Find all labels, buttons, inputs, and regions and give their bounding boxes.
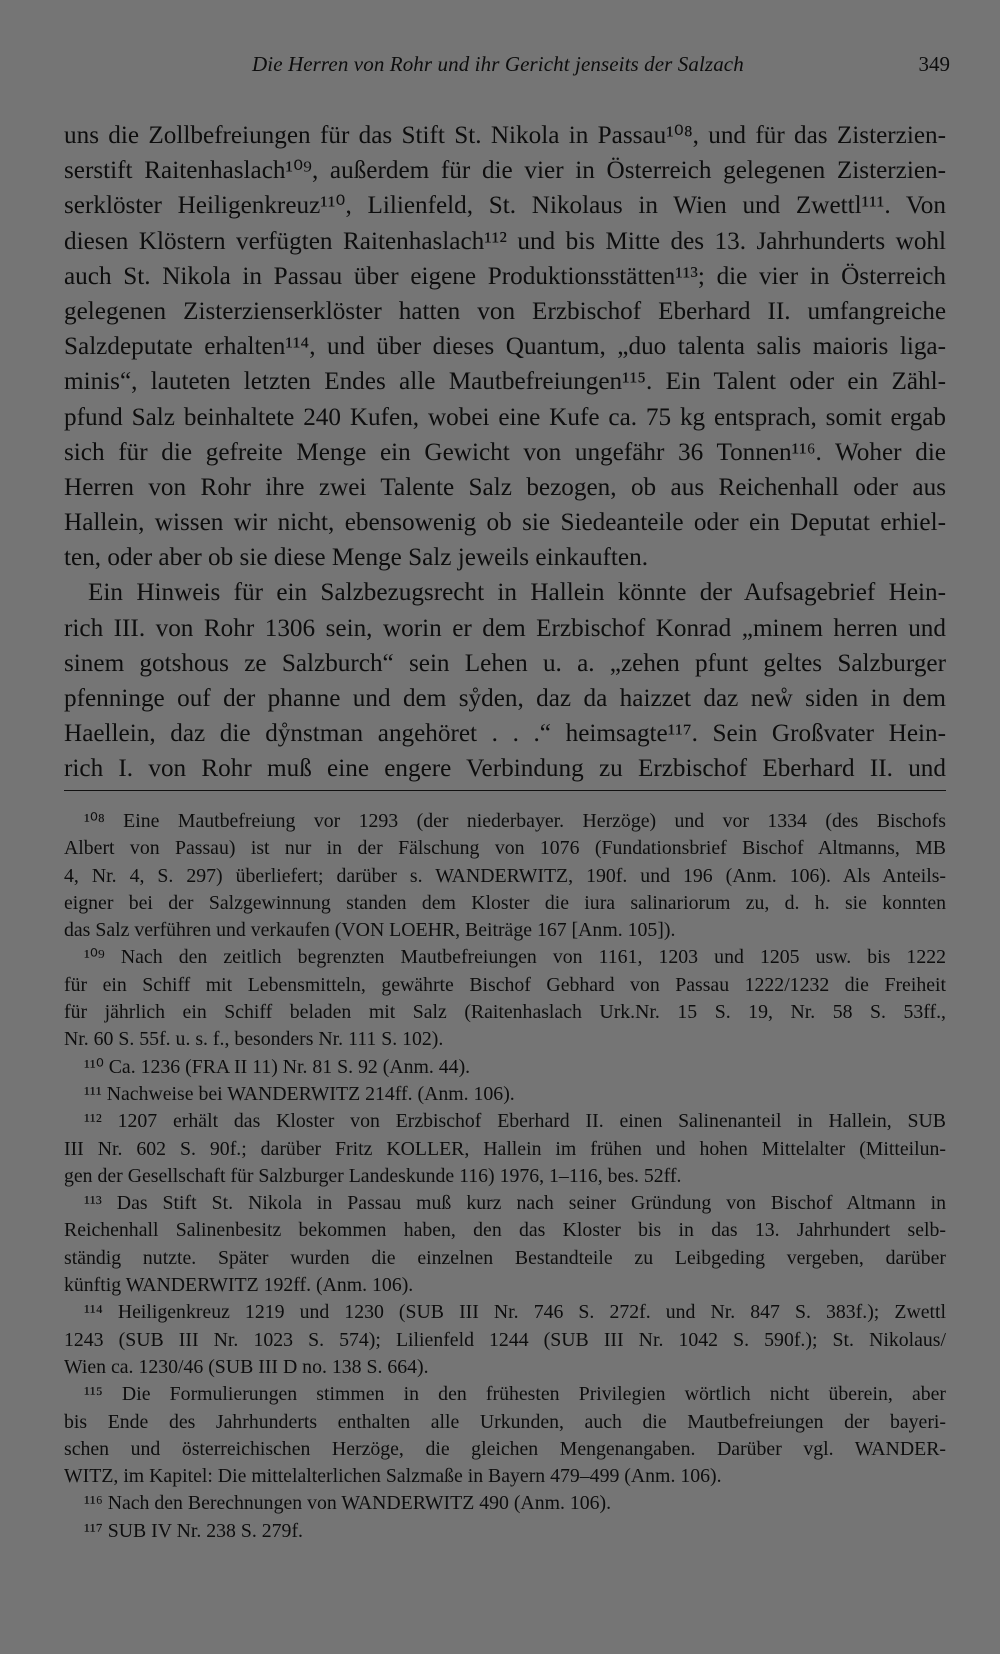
body-line: Salzdeputate erhalten¹¹⁴, und über dieses Quantum, „duo talenta salis maioris liga- — [64, 333, 946, 361]
footnote-line: ¹¹⁷ SUB IV Nr. 238 S. 279f. — [84, 1519, 303, 1542]
body-line: serklöster Heiligenkreuz¹¹⁰, Lilienfeld, St. Nikolaus in Wien und Zwettl¹¹¹. Von — [64, 192, 946, 220]
footnote-divider — [64, 790, 946, 791]
footnote-line: Wien ca. 1230/46 (SUB III D no. 138 S. 664). — [64, 1355, 429, 1378]
running-title: Die Herren von Rohr und ihr Gericht jenseits der Salzach — [252, 52, 744, 76]
page-number: 349 — [918, 52, 950, 76]
footnote-line: Albert von Passau) ist nur in der Fälschung von 1076 (Fundationsbrief Bischof Altmanns, MB — [64, 837, 946, 860]
footnote-line: eigner bei der Salzgewinnung standen dem Kloster die iura salinariorum zu, d. h. sie konnten — [64, 891, 946, 914]
body-line: rich I. von Rohr muß eine engere Verbindung zu Erzbischof Eberhard II. und — [64, 755, 946, 783]
body-line: diesen Klöstern verfügten Raitenhaslach¹¹² und bis Mitte des 13. Jahrhunderts wohl — [64, 227, 946, 255]
footnote-line: bis Ende des Jahrhunderts enthalten alle Urkunden, auch die Mautbefreiungen der bayeri- — [64, 1410, 946, 1433]
footnote-line: Nr. 60 S. 55f. u. s. f., besonders Nr. 111 S. 102). — [64, 1028, 444, 1051]
body-line: Herren von Rohr ihre zwei Talente Salz bezogen, ob aus Reichenhall oder aus — [64, 473, 946, 501]
footnote-line: ¹¹² 1207 erhält das Kloster von Erzbischof Eberhard II. einen Salinenanteil in Hallein, SUB — [84, 1110, 946, 1133]
footnote-line: ¹¹³ Das Stift St. Nikola in Passau muß kurz nach seiner Gründung von Bischof Altmann in — [84, 1192, 946, 1215]
body-line: Haellein, daz die dẙnstman angehöret . . .“ heimsagte¹¹⁷. Sein Großvater Hein- — [64, 720, 946, 748]
body-line: sich für die gefreite Menge ein Gewicht von ungefähr 36 Tonnen¹¹⁶. Woher die — [64, 438, 946, 466]
footnote-line: III Nr. 602 S. 90f.; darüber Fritz KOLLER, Hallein im frühen und hohen Mittelalter (Mitteilun- — [64, 1137, 946, 1160]
footnote-line: ¹¹⁰ Ca. 1236 (FRA II 11) Nr. 81 S. 92 (Anm. 44). — [84, 1055, 471, 1078]
body-line: auch St. Nikola in Passau über eigene Produktionsstätten¹¹³; die vier in Österreich — [64, 262, 946, 290]
footnote-line: künftig WANDERWITZ 192ff. (Anm. 106). — [64, 1274, 414, 1297]
footnote-line: ständig nutzte. Später wurden die einzelnen Bestandteile zu Leibgeding vergeben, darüber — [64, 1246, 946, 1269]
footnote-line: schen und österreichischen Herzöge, die gleichen Mengenangaben. Darüber vgl. WANDER- — [64, 1437, 946, 1460]
footnote-line: ¹⁰⁸ Eine Mautbefreiung vor 1293 (der niederbayer. Herzöge) und vor 1334 (des Bischofs — [84, 810, 946, 832]
body-line: rich III. von Rohr 1306 sein, worin er dem Erzbischof Konrad „minem herren und — [64, 614, 946, 642]
body-line: pfenninge ouf der phanne und dem sẙden, daz da haizzet daz neẘ siden in dem — [64, 685, 946, 712]
footnote-line: gen der Gesellschaft für Salzburger Landeskunde 116) 1976, 1–116, bes. 52ff. — [64, 1164, 682, 1187]
body-text — [64, 118, 946, 787]
footnotes — [64, 808, 946, 1545]
body-line: ten, oder aber ob sie diese Menge Salz jeweils einkauften. — [64, 544, 648, 572]
footnote-line: für jährlich ein Schiff beladen mit Salz (Raitenhaslach Urk.Nr. 15 S. 19, Nr. 58 S. 53ff., — [64, 1001, 946, 1024]
footnote-line: ¹¹⁴ Heiligenkreuz 1219 und 1230 (SUB III Nr. 746 S. 272f. und Nr. 847 S. 383f.); Zwettl — [84, 1301, 946, 1324]
body-line: minis“, lauteten letzten Endes alle Mautbefreiungen¹¹⁵. Ein Talent oder ein Zähl- — [64, 368, 946, 396]
footnote-line: ¹¹⁶ Nach den Berechnungen von WANDERWITZ 490 (Anm. 106). — [84, 1492, 612, 1515]
body-line: Ein Hinweis für ein Salzbezugsrecht in Hallein könnte der Aufsagebrief Hein- — [88, 579, 946, 607]
body-line: uns die Zollbefreiungen für das Stift St. Nikola in Passau¹⁰⁸, und für das Zisterzien- — [64, 122, 946, 149]
body-line: gelegenen Zisterzienserklöster hatten von Erzbischof Eberhard II. umfangreiche — [64, 297, 946, 325]
footnote-line: 4, Nr. 4, S. 297) überliefert; darüber s. WANDERWITZ, 190f. und 196 (Anm. 106). Als Anteils- — [64, 864, 946, 887]
footnote-line: ¹¹⁵ Die Formulierungen stimmen in den frühesten Privilegien wörtlich nicht überein, aber — [84, 1383, 946, 1406]
body-line: Hallein, wissen wir nicht, ebensowenig ob sie Siedeanteile oder ein Deputat erhiel- — [64, 509, 946, 537]
body-line: pfund Salz beinhaltete 240 Kufen, wobei eine Kufe ca. 75 kg entsprach, somit ergab — [64, 403, 946, 431]
running-header — [64, 52, 950, 82]
footnote-line: für ein Schiff mit Lebensmitteln, gewährte Bischof Gebhard von Passau 1222/1232 die Freiheit — [64, 973, 946, 996]
body-line: serstift Raitenhaslach¹⁰⁹, außerdem für die vier in Österreich gelegenen Zisterzien- — [64, 157, 946, 185]
footnote-line: ¹⁰⁹ Nach den zeitlich begrenzten Mautbefreiungen von 1161, 1203 und 1205 usw. bis 1222 — [84, 946, 946, 969]
body-line: sinem gotshous ze Salzburch“ sein Lehen u. a. „zehen pfunt geltes Salzburger — [64, 649, 946, 677]
footnote-line: ¹¹¹ Nachweise bei WANDERWITZ 214ff. (Anm. 106). — [84, 1082, 515, 1105]
footnote-line: WITZ, im Kapitel: Die mittelalterlichen Salzmaße in Bayern 479–499 (Anm. 106). — [64, 1465, 722, 1488]
footnote-line: das Salz verführen und verkaufen (VON LOEHR, Beiträge 167 [Anm. 105]). — [64, 919, 676, 942]
footnote-line: 1243 (SUB III Nr. 1023 S. 574); Lilienfeld 1244 (SUB III Nr. 1042 S. 590f.); St. Nikolaus/ — [64, 1328, 946, 1351]
footnote-line: Reichenhall Salinenbesitz bekommen haben, den das Kloster bis in das 13. Jahrhundert selb- — [64, 1219, 946, 1242]
